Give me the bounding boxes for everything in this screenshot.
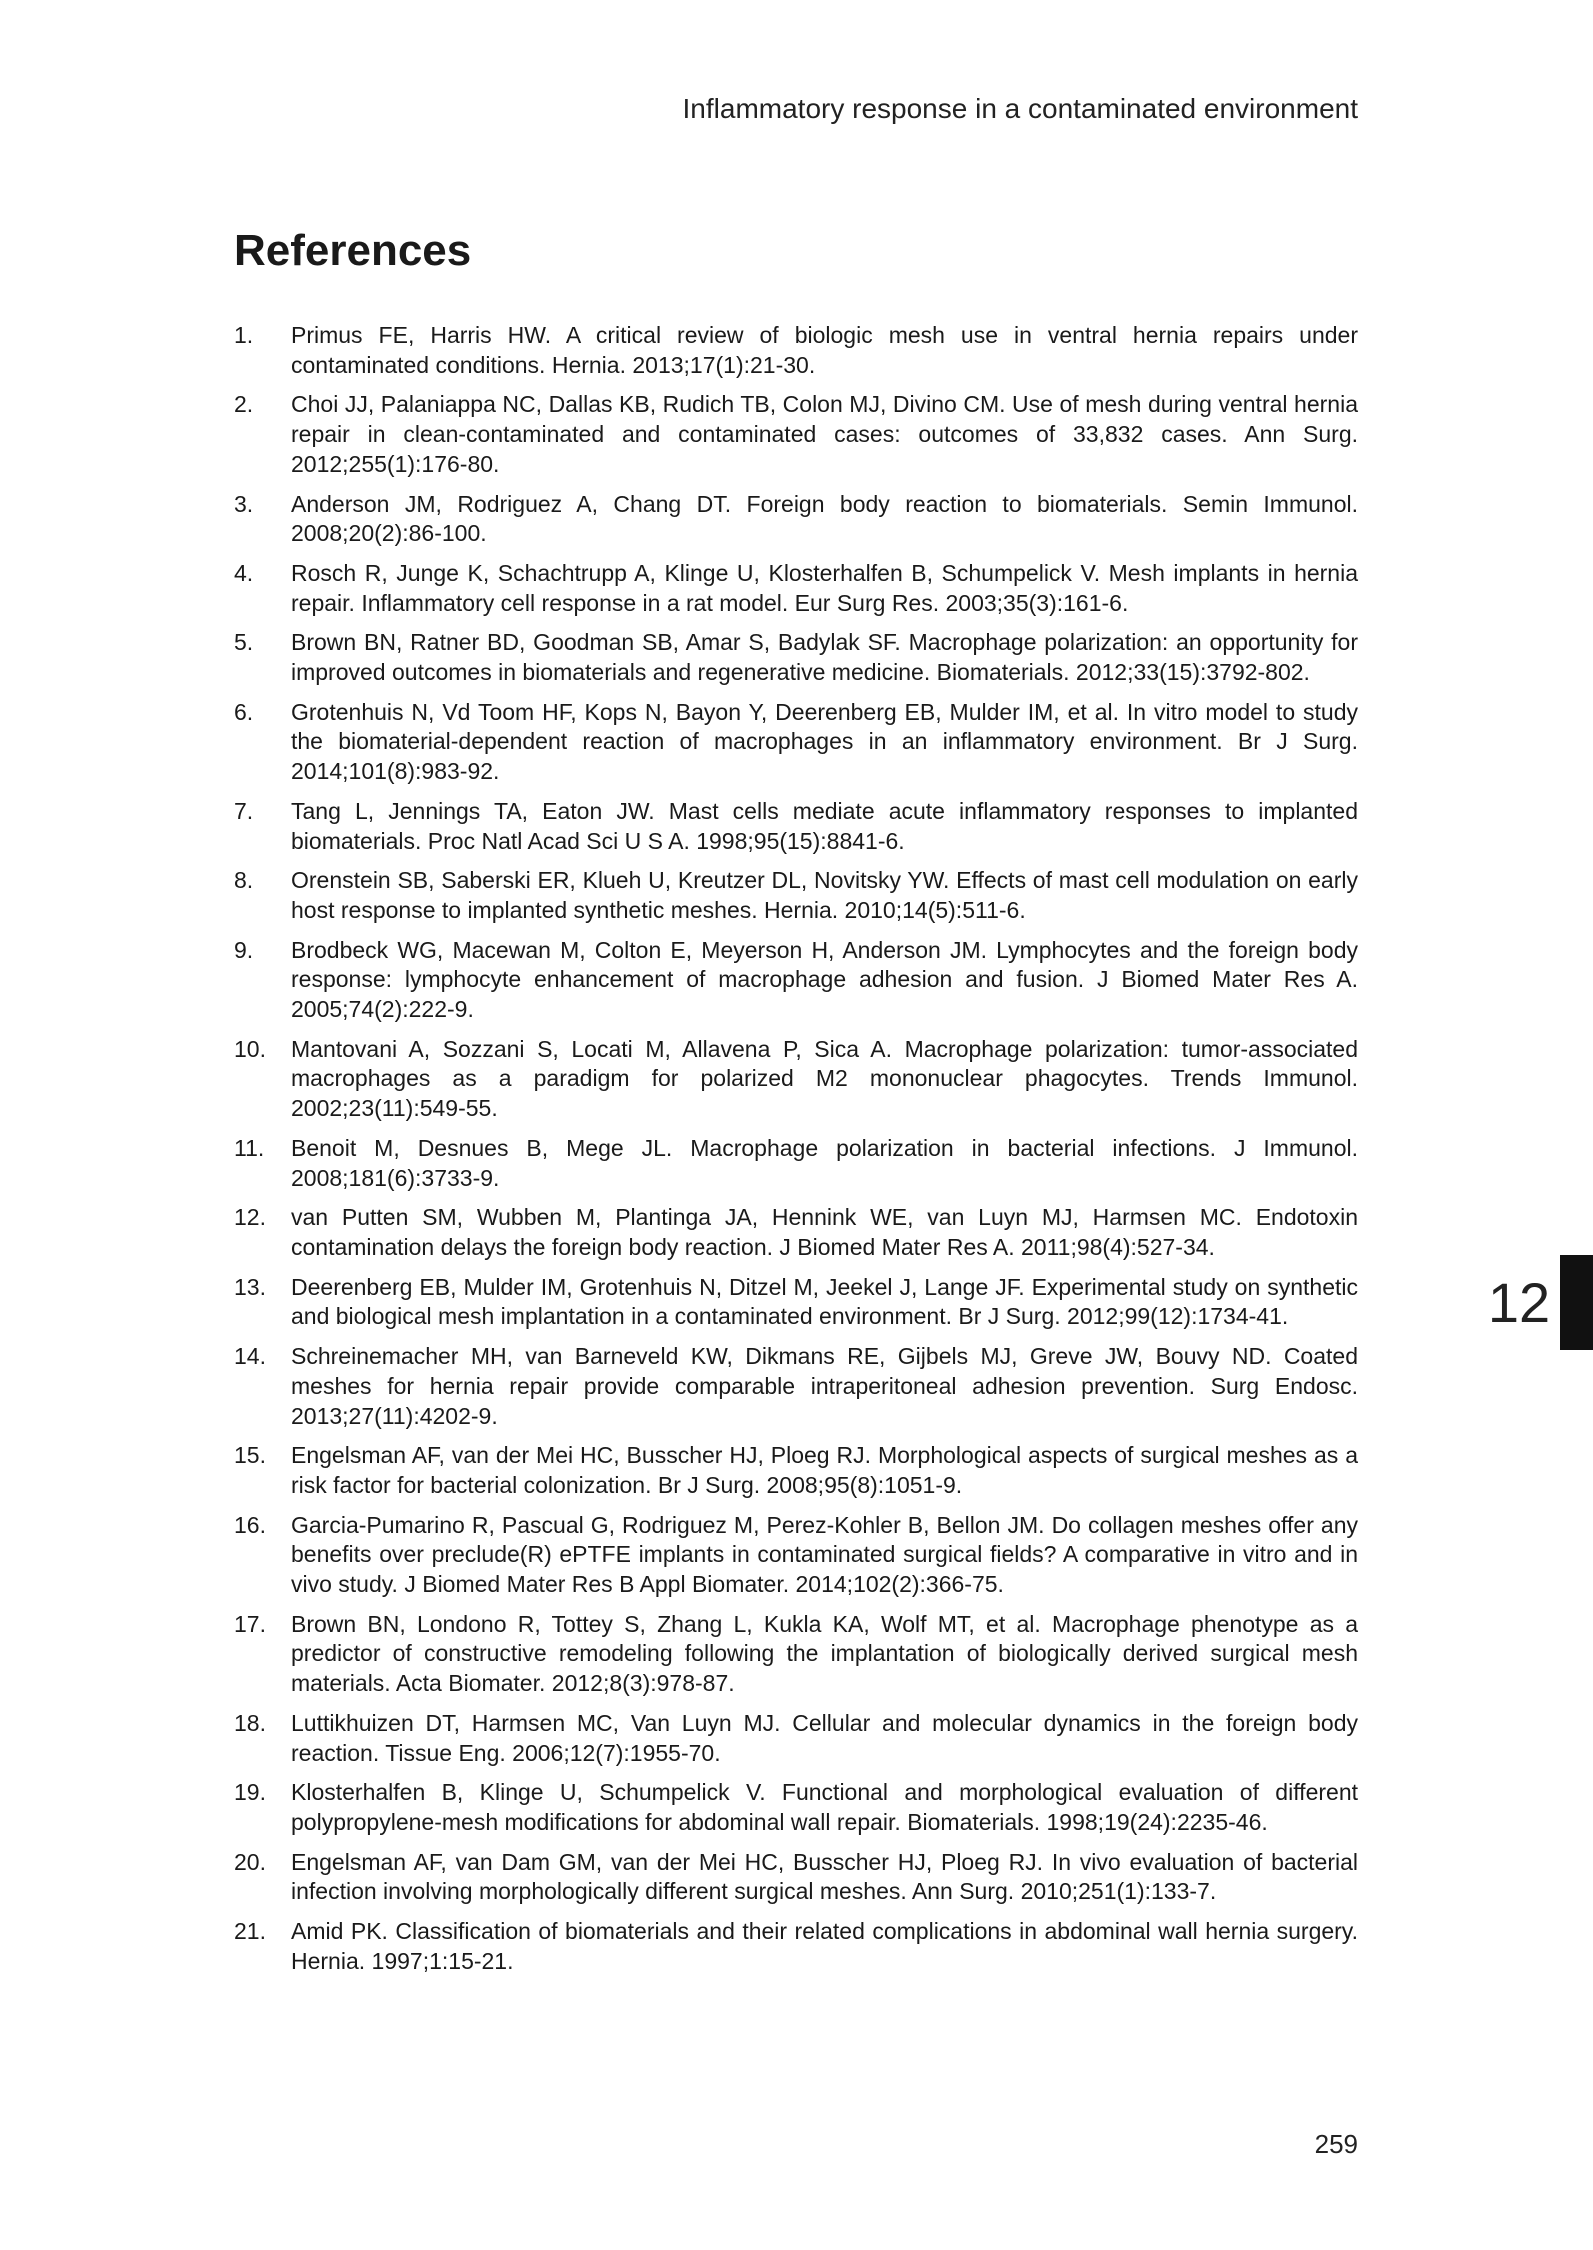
reference-number: 17. <box>234 1610 266 1637</box>
reference-number: 13. <box>234 1273 266 1300</box>
reference-item <box>234 1848 1358 1907</box>
reference-item <box>234 1511 1358 1600</box>
reference-item <box>234 936 1358 1025</box>
reference-number: 6. <box>234 698 254 725</box>
reference-item <box>234 1342 1358 1431</box>
reference-item <box>234 1709 1358 1768</box>
reference-text: Brown BN, Ratner BD, Goodman SB, Amar S, Badylak SF. Macrophage polarization: an opportunity for improved outcomes in biomaterials and regenerative medicine. Biomaterials. 2012;33(15):3792-802. <box>291 629 1358 686</box>
reference-number: 9. <box>234 936 254 963</box>
chapter-number: 12 <box>1487 1270 1551 1334</box>
chapter-thumb-bar <box>1560 1255 1593 1350</box>
reference-text: Brown BN, Londono R, Tottey S, Zhang L, Kukla KA, Wolf MT, et al. Macrophage phenotype as a predictor of constructive remodeling following the implantation of biologically derived surgical mesh materials. Acta Biomater. 2012;8(3):978-87. <box>291 1610 1358 1697</box>
reference-item <box>234 1917 1358 1976</box>
reference-item <box>234 1441 1358 1500</box>
reference-number: 10. <box>234 1035 266 1062</box>
reference-item <box>234 1273 1358 1332</box>
reference-number: 7. <box>234 797 254 824</box>
reference-text: Orenstein SB, Saberski ER, Klueh U, Kreutzer DL, Novitsky YW. Effects of mast cell modulation on early host response to implanted synthetic meshes. Hernia. 2010;14(5):511-6. <box>291 867 1358 923</box>
chapter-tab <box>1484 1255 1554 1350</box>
reference-text: Anderson JM, Rodriguez A, Chang DT. Foreign body reaction to biomaterials. Semin Immunol. 2008;20(2):86-100. <box>291 490 1358 547</box>
reference-text: Tang L, Jennings TA, Eaton JW. Mast cells mediate acute inflammatory responses to implanted biomaterials. Proc Natl Acad Sci U S A. 1998;95(15):8841-6. <box>291 797 1358 854</box>
running-header: Inflammatory response in a contaminated environment <box>682 93 1358 124</box>
reference-item <box>234 559 1358 618</box>
reference-number: 15. <box>234 1442 266 1469</box>
reference-number: 21. <box>234 1918 266 1945</box>
reference-text: Engelsman AF, van Dam GM, van der Mei HC, Busscher HJ, Ploeg RJ. In vivo evaluation of bacterial infection involving morphologically different surgical meshes. Ann Surg. 2010;251(1):133-7. <box>291 1848 1358 1905</box>
reference-item <box>234 1203 1358 1262</box>
section-title: References <box>234 226 472 275</box>
reference-text: Rosch R, Junge K, Schachtrupp A, Klinge U, Klosterhalfen B, Schumpelick V. Mesh implants in hernia repair. Inflammatory cell response in a rat model. Eur Surg Res. 2003;35(3):161-6. <box>291 559 1358 616</box>
reference-number: 19. <box>234 1779 266 1806</box>
reference-text: Mantovani A, Sozzani S, Locati M, Allavena P, Sica A. Macrophage polarization: tumor-associated macrophages as a paradigm for polarized M2 mononuclear phagocytes. Trends Immunol. 2002;23(11):549-55. <box>291 1035 1358 1122</box>
reference-item <box>234 1035 1358 1124</box>
reference-number: 18. <box>234 1709 266 1736</box>
reference-item <box>234 1610 1358 1699</box>
reference-item <box>234 698 1358 787</box>
reference-number: 4. <box>234 559 254 586</box>
reference-text: Brodbeck WG, Macewan M, Colton E, Meyerson H, Anderson JM. Lymphocytes and the foreign body response: lymphocyte enhancement of macrophage adhesion and fusion. J Biomed Mater Res A. 2005;74(2):222-9. <box>291 936 1358 1023</box>
reference-number: 16. <box>234 1511 266 1538</box>
reference-item <box>234 490 1358 549</box>
reference-list <box>234 321 1358 1986</box>
reference-text: Choi JJ, Palaniappa NC, Dallas KB, Rudich TB, Colon MJ, Divino CM. Use of mesh during ventral hernia repair in clean-contaminated and contaminated cases: outcomes of 33,832 cases. Ann Surg. 2012;255(1):176-80. <box>291 391 1358 477</box>
reference-text: Luttikhuizen DT, Harmsen MC, Van Luyn MJ. Cellular and molecular dynamics in the foreign body reaction. Tissue Eng. 2006;12(7):1955-70. <box>291 1709 1358 1766</box>
reference-text: Engelsman AF, van der Mei HC, Busscher HJ, Ploeg RJ. Morphological aspects of surgical meshes as a risk factor for bacterial colonization. Br J Surg. 2008;95(8):1051-9. <box>291 1442 1358 1498</box>
reference-item <box>234 321 1358 380</box>
reference-number: 2. <box>234 391 254 418</box>
reference-number: 20. <box>234 1848 266 1875</box>
reference-number: 14. <box>234 1343 266 1370</box>
reference-text: Garcia-Pumarino R, Pascual G, Rodriguez M, Perez-Kohler B, Bellon JM. Do collagen meshes offer any benefits over preclude(R) ePTFE implants in contaminated surgical fields? A comparative in vitro and in vivo study. J Biomed Mater Res B Appl Biomater. 2014;102(2):366-75. <box>291 1511 1358 1598</box>
reference-text: Primus FE, Harris HW. A critical review of biologic mesh use in ventral hernia repairs under contaminated conditions. Hernia. 2013;17(1):21-30. <box>291 322 1358 378</box>
reference-text: Grotenhuis N, Vd Toom HF, Kops N, Bayon Y, Deerenberg EB, Mulder IM, et al. In vitro model to study the biomaterial-dependent reaction of macrophages in an inflammatory environment. Br J Surg. 2014;101(8):983-92. <box>291 698 1358 785</box>
reference-item <box>234 797 1358 856</box>
reference-item <box>234 1778 1358 1837</box>
reference-number: 11. <box>234 1134 265 1161</box>
reference-item <box>234 1134 1358 1193</box>
reference-number: 3. <box>234 490 254 517</box>
reference-text: Klosterhalfen B, Klinge U, Schumpelick V. Functional and morphological evaluation of different polypropylene-mesh modifications for abdominal wall repair. Biomaterials. 1998;19(24):2235-46. <box>291 1779 1358 1835</box>
reference-item <box>234 390 1358 479</box>
reference-number: 1. <box>234 322 254 348</box>
reference-item <box>234 866 1358 925</box>
reference-item <box>234 628 1358 687</box>
reference-number: 8. <box>234 867 254 894</box>
page-number: 259 <box>1314 2129 1358 2159</box>
reference-number: 12. <box>234 1204 266 1231</box>
reference-text: van Putten SM, Wubben M, Plantinga JA, Hennink WE, van Luyn MJ, Harmsen MC. Endotoxin contamination delays the foreign body reaction. J Biomed Mater Res A. 2011;98(4):527-34. <box>291 1204 1358 1260</box>
reference-number: 5. <box>234 629 254 656</box>
reference-text: Deerenberg EB, Mulder IM, Grotenhuis N, Ditzel M, Jeekel J, Lange JF. Experimental study on synthetic and biological mesh implantation in a contaminated environment. Br J Surg. 2012;99(12):1734-41. <box>291 1273 1358 1330</box>
reference-text: Benoit M, Desnues B, Mege JL. Macrophage polarization in bacterial infections. J Immunol. 2008;181(6):3733-9. <box>291 1134 1358 1191</box>
reference-text: Amid PK. Classification of biomaterials and their related complications in abdominal wall hernia surgery. Hernia. 1997;1:15-21. <box>291 1918 1358 1974</box>
reference-text: Schreinemacher MH, van Barneveld KW, Dikmans RE, Gijbels MJ, Greve JW, Bouvy ND. Coated meshes for hernia repair provide comparable intraperitoneal adhesion prevention. Surg Endosc. 2013;27(11):4202-9. <box>291 1343 1358 1429</box>
